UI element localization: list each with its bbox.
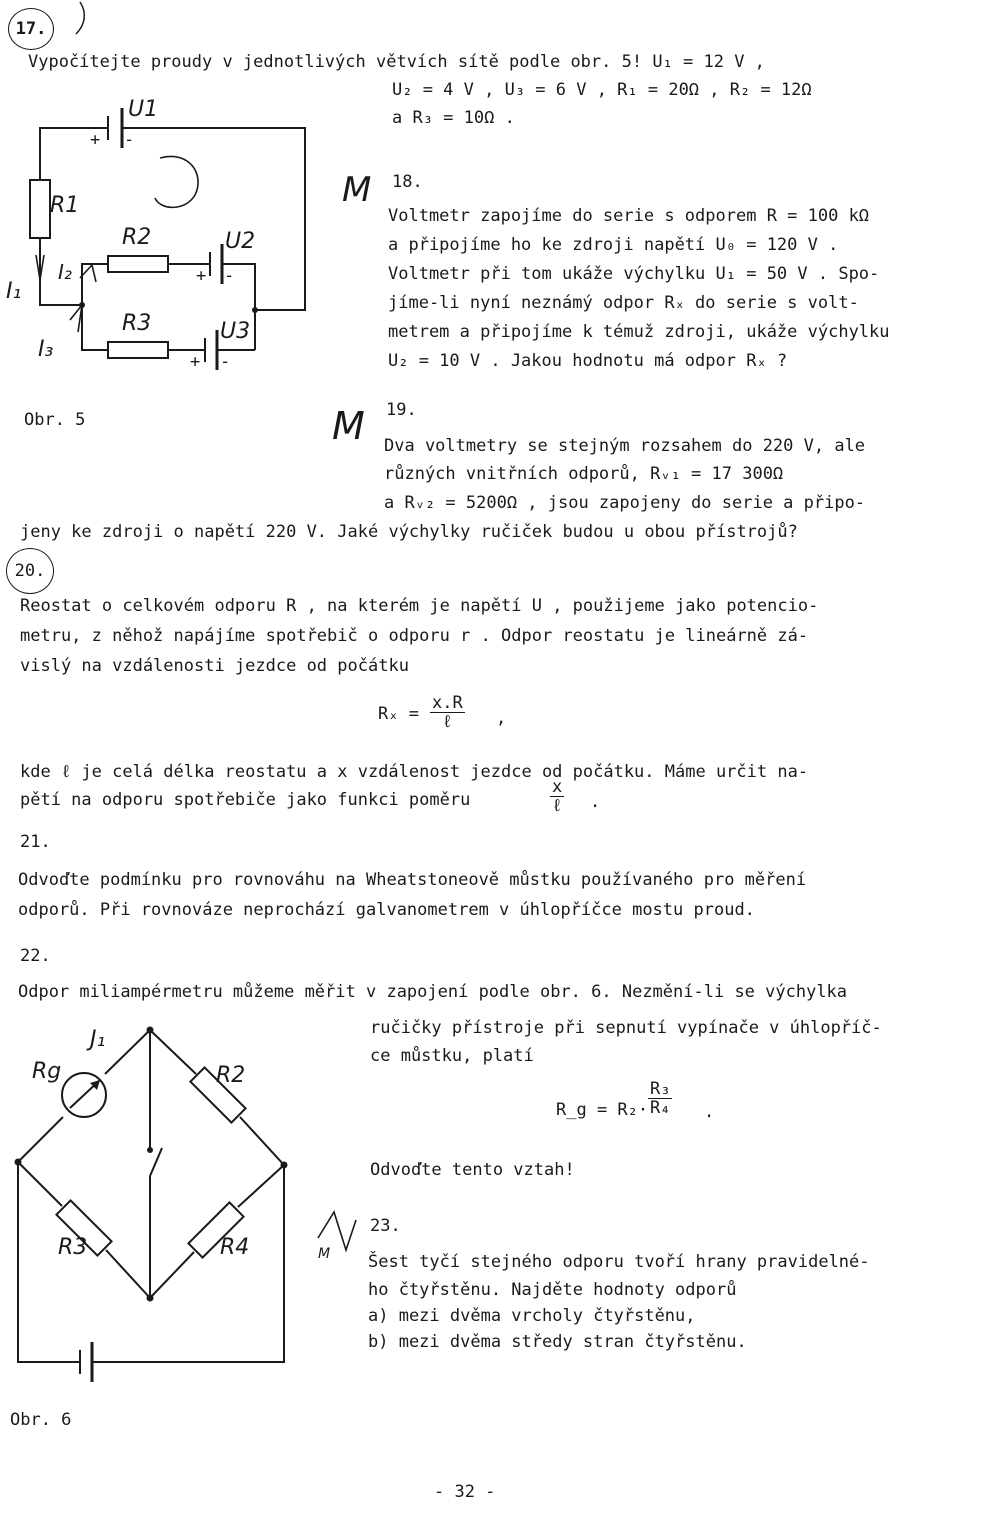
figure-5-u3-minus: - bbox=[220, 352, 231, 372]
figure-6-label-rg: Rg bbox=[32, 1059, 62, 1084]
problem-17-line-3: a R₃ = 10Ω . bbox=[392, 108, 515, 128]
figure-6-label-r3: R3 bbox=[58, 1235, 88, 1260]
problem-22-formula-lhs: R_g = R₂· bbox=[556, 1100, 649, 1120]
problem-20-formula-tail: , bbox=[496, 708, 507, 728]
problem-19-line-3: a Rᵥ₂ = 5200Ω , jsou zapojeny do serie a připo- bbox=[384, 493, 866, 513]
problem-19-line-4: jeny ke zdroji o napětí 220 V. Jaké výchylky ručiček budou u obou přístrojů? bbox=[20, 522, 798, 542]
problem-20-line-5: pětí na odporu spotřebiče jako funkci poměru bbox=[20, 790, 471, 810]
figure-5-label-r1: R1 bbox=[50, 193, 80, 218]
page-number: - 32 - bbox=[434, 1482, 496, 1502]
problem-20-formula-numerator: x.R bbox=[432, 693, 463, 713]
figure-5-label-u2: U2 bbox=[225, 229, 256, 254]
problem-17-number-circle bbox=[8, 8, 54, 50]
figure-5-u3-plus: + bbox=[190, 352, 201, 372]
problem-23-item-a: a) mezi dvěma vrcholy čtyřstěnu, bbox=[368, 1306, 696, 1326]
problem-22-line-1: Odpor miliampérmetru můžeme měřit v zapojení podle obr. 6. Nezmění-li se výchylka bbox=[18, 982, 848, 1002]
problem-22-line-4: Odvoďte tento vztah! bbox=[370, 1160, 575, 1180]
problem-18-line-3: Voltmetr při tom ukáže výchylku U₁ = 50 V . Spo- bbox=[388, 264, 880, 284]
figure-5-label-u3: U3 bbox=[220, 319, 251, 344]
figure-5-current-i1: I₁ bbox=[6, 279, 22, 304]
problem-19-margin-mark: M bbox=[332, 404, 365, 448]
problem-20-number: 20. bbox=[14, 561, 46, 581]
problem-20-formula-denominator: ℓ bbox=[442, 712, 453, 732]
figure-6-caption: Obr. 6 bbox=[10, 1410, 72, 1430]
figure-6-label-r4: R4 bbox=[220, 1235, 250, 1260]
problem-19-line-1: Dva voltmetry se stejným rozsahem do 220 V, ale bbox=[384, 436, 866, 456]
problem-17-number: 17. bbox=[15, 19, 47, 39]
problem-22-formula-denominator: R₄ bbox=[650, 1098, 671, 1118]
figure-5-u2-minus: - bbox=[224, 266, 235, 286]
problem-23-line-2: ho čtyřstěnu. Najděte hodnoty odporů bbox=[368, 1280, 737, 1300]
problem-18-line-5: metrem a připojíme k témuž zdroji, ukáže výchylku bbox=[388, 322, 890, 342]
figure-6-label-r2: R2 bbox=[216, 1063, 246, 1088]
figure-5-u1-plus: + bbox=[90, 130, 101, 150]
figure-5-u1-minus: - bbox=[124, 130, 135, 150]
figure-6-label-i1: J₁ bbox=[90, 1027, 106, 1052]
problem-23-line-1: Šest tyčí stejného odporu tvoří hrany pravidelné- bbox=[368, 1252, 870, 1272]
problem-19-number: 19. bbox=[386, 400, 417, 420]
problem-18-number: 18. bbox=[392, 172, 423, 192]
problem-20-formula-lhs: Rₓ = bbox=[378, 704, 419, 724]
problem-20-line-5-tail: . bbox=[590, 792, 601, 812]
problem-22-formula-numerator: R₃ bbox=[650, 1079, 671, 1099]
problem-20-number-circle bbox=[6, 548, 54, 594]
figure-5-current-i2: I₂ bbox=[58, 260, 72, 284]
problem-20-ratio-fraction bbox=[550, 778, 564, 815]
problem-22-line-3: ce můstku, platí bbox=[370, 1046, 534, 1066]
problem-18-line-6: U₂ = 10 V . Jakou hodnotu má odpor Rₓ ? bbox=[388, 351, 788, 371]
problem-17-line-2: U₂ = 4 V , U₃ = 6 V , R₁ = 20Ω , R₂ = 12Ω bbox=[392, 80, 812, 100]
problem-18-line-2: a připojíme ho ke zdroji napětí U₀ = 120 V . bbox=[388, 235, 839, 255]
problem-20-line-3: vislý na vzdálenosti jezdce od počátku bbox=[20, 656, 409, 676]
problem-21-number: 21. bbox=[20, 832, 51, 852]
problem-23-item-b: b) mezi dvěma středy stran čtyřstěnu. bbox=[368, 1332, 747, 1352]
problem-20-line-2: metru, z něhož napájíme spotřebič o odporu r . Odpor reostatu je lineárně zá- bbox=[20, 626, 809, 646]
problem-22-formula-fraction bbox=[648, 1080, 672, 1117]
figure-5-u2-plus: + bbox=[196, 266, 207, 286]
problem-22-number: 22. bbox=[20, 946, 51, 966]
problem-18-line-4: jíme-li nyní neznámý odpor Rₓ do serie s volt- bbox=[388, 293, 859, 313]
problem-20-ratio-denominator: ℓ bbox=[552, 796, 563, 816]
problem-22-line-2: ručičky přístroje při sepnutí vypínače v úhlopříč- bbox=[370, 1018, 882, 1038]
problem-20-line-4: kde ℓ je celá délka reostatu a x vzdálenost jezdce od počátku. Máme určit na- bbox=[20, 762, 809, 782]
problem-23-number: 23. bbox=[370, 1216, 401, 1236]
problem-19-line-2: různých vnitřních odporů, Rᵥ₁ = 17 300Ω bbox=[384, 464, 784, 484]
problem-23-margin-mark: M bbox=[318, 1246, 331, 1262]
problem-20-line-1: Reostat o celkovém odporu R , na kterém je napětí U , použijeme jako potencio- bbox=[20, 596, 819, 616]
figure-5-label-r2: R2 bbox=[122, 225, 152, 250]
figure-5-caption: Obr. 5 bbox=[24, 410, 86, 430]
problem-20-ratio-numerator: x bbox=[552, 777, 563, 797]
figure-5-current-i3: I₃ bbox=[38, 337, 54, 362]
problem-21-line-1: Odvoďte podmínku pro rovnováhu na Wheatstoneově můstku používaného pro měření bbox=[18, 870, 807, 890]
problem-20-formula-fraction bbox=[430, 694, 465, 731]
figure-5-label-r3: R3 bbox=[122, 311, 152, 336]
problem-17-line-1: Vypočítejte proudy v jednotlivých větvích sítě podle obr. 5! U₁ = 12 V , bbox=[28, 52, 765, 72]
figure-5-label-u1: U1 bbox=[128, 97, 159, 122]
problem-18-margin-mark: M bbox=[342, 170, 372, 210]
problem-21-line-2: odporů. Při rovnováze neprochází galvanometrem v úhlopříčce mostu proud. bbox=[18, 900, 755, 920]
problem-22-formula-tail: . bbox=[704, 1102, 715, 1122]
problem-18-line-1: Voltmetr zapojíme do serie s odporem R = 100 kΩ bbox=[388, 206, 870, 226]
